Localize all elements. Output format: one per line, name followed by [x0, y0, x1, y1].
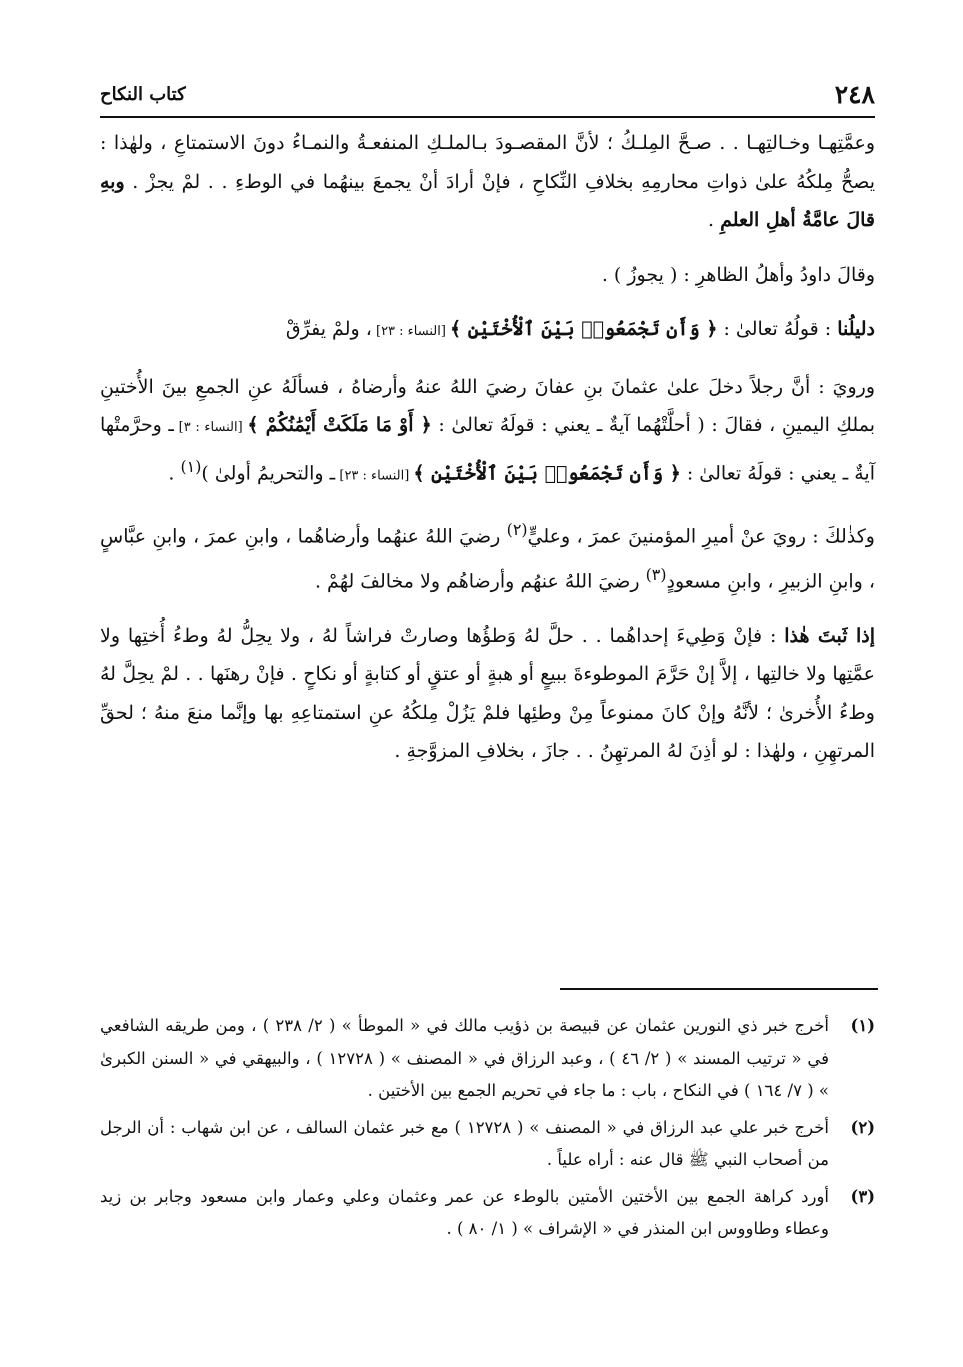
- paragraph-1-bold: وبهِ قالَ عامَّةُ أهلِ العلمِ: [100, 170, 875, 231]
- footnotes: [100, 1010, 875, 1250]
- paragraph-3-text-b: ، ولمْ يفرِّقْ: [285, 318, 372, 340]
- paragraph-5-text-c: رضيَ اللهُ عنهُم وأرضاهُم ولا مخالفَ لهُمْ .: [314, 570, 646, 593]
- paragraph-4: [100, 368, 875, 496]
- paragraph-4-text-c: ـ والتحريمُ أولىٰ ): [201, 461, 336, 484]
- quran-citation-3: [النساء : ٢٣]: [335, 467, 414, 483]
- paragraph-6: [100, 617, 875, 771]
- paragraph-6-lead: إذا ثَبتَ هٰذا: [784, 624, 875, 647]
- footnote-text: أخرج خبر ذي النورين عثمان عن قبيصة بن ذؤيب مالك في « الموطأ » ( ٢/ ٢٣٨ ) ، ومن طريقه الشافعي في « ترتيب المسند » ( ٢/ ٤٦ ) ، وعبد الرزاق في « المصنف » ( ١٢٧٢٨ ) ، والبيهقي في « السنن الكبرىٰ » ( ٧/ ١٦٤ ) في النكاح ، باب : ما جاء في تحريم الجمع بين الأختين .: [100, 1016, 830, 1100]
- paragraph-3-text-a: : قولُهُ تعالىٰ :: [717, 318, 838, 340]
- paragraph-1-end: .: [708, 209, 721, 231]
- page-number: ٢٤٨: [834, 80, 875, 109]
- paragraph-3: [100, 310, 875, 352]
- footnote-number: (٣): [850, 1186, 875, 1206]
- quran-verse-1: ﴿ وَأَن تَجْمَعُوا۟ بَيْنَ ٱلْأُخْتَيْنِ ﴾: [450, 318, 718, 340]
- footnote-3: [100, 1181, 875, 1246]
- paragraph-5-text-b: رضيَ اللهُ عنهُما وأرضاهُما ، وابنِ عمرَ ، وابنِ عبَّاسٍ ، وابنِ الزبيرِ ، وابنِ مسعودٍ: [100, 525, 875, 593]
- paragraph-6-text: : فإنْ وَطِيءَ إحداهُما . . حلَّ لهُ وَطؤُها وصارتْ فراشاً لهُ ، ولا يحِلُّ لهُ وطءُ أُختِها ولا عمَّتِها ولا خالتِها ، إلاَّ إنْ حَرَّمَ الموطوءةَ ببيعٍ أو هبةٍ أو عتقٍ أو كتابةٍ أو نكاحٍ . فإنْ رهنَها . . لمْ يحِلَّ لهُ وطءُ الأُخرىٰ ؛ لأنَّهُ وإنْ كانَ ممنوعاً مِنْ وطئِها فلمْ يَزُلْ مِلكُهُ عنِ استمتاعِهِ بها وإنَّما منعَ منهُ ؛ لحقِّ المرتهِنِ ، ولهٰذا : لو أذِنَ لهُ المرتهِنُ . . جازَ ، بخلافِ المزوَّجةِ .: [100, 624, 875, 763]
- footnote-number: (٢): [850, 1117, 875, 1137]
- footnote-separator: [560, 988, 878, 990]
- footnote-2: [100, 1112, 875, 1177]
- quran-verse-3: ﴿ وَأَن تَجْمَعُوا۟ بَيْنَ ٱلْأُخْتَيْنِ ﴾: [413, 461, 681, 484]
- paragraph-1: [100, 124, 875, 240]
- quran-citation-2: [النساء : ٣]: [174, 420, 248, 435]
- footnote-text: أورد كراهة الجمع بين الأختين الأمتين بالوطء عن عمر وعثمان وعلي وعمار وابن مسعود وجابر بن زيد وعطاء وطاووس ابن المنذر في « الإشراف » ( ١/ ٨٠ ) .: [100, 1186, 829, 1238]
- quran-citation-1: [النساء : ٢٣]: [371, 324, 451, 339]
- main-text: [100, 124, 875, 787]
- footnote-ref-2: (٢): [506, 520, 528, 540]
- paragraph-1-text: وعمَّتِهـا وخـالتِهـا . . صـحَّ المِلـكُ ؛ لأنَّ المقصـودَ بـالملـكِ المنفعـةُ والنمـاءُ دونَ الاستمتاعِ ، ولهٰذا : يصحُّ مِلكُهُ علىٰ ذواتِ محارمِهِ بخلافِ النِّكاحِ ، فإنْ أرادَ أنْ يجمعَ بينهُما في الوطءِ . . لمْ يجزْ .: [100, 132, 875, 193]
- paragraph-5: [100, 511, 875, 601]
- page-header: [100, 80, 875, 114]
- paragraph-3-lead: دليلُنا: [837, 318, 875, 340]
- footnote-ref-3: (٣): [645, 565, 667, 585]
- footnote-text: أخرج خبر علي عبد الرزاق في « المصنف » ( ١٢٧٢٨ ) مع خبر عثمان السالف ، عن ابن شهاب : أن الرجل من أصحاب النبي ﷺ قال عنه : أراه علياً .: [100, 1117, 830, 1169]
- footnote-1: [100, 1010, 875, 1108]
- paragraph-2: وقالَ داودُ وأهلُ الظاهرِ : ( يجوزُ ) .: [601, 263, 875, 286]
- paragraph-5-text-a: وكذٰلكَ : رويَ عنْ أميرِ المؤمنينَ عمرَ ، وعليٍّ: [527, 525, 875, 548]
- footnote-number: (١): [850, 1016, 875, 1035]
- header-rule: [100, 116, 875, 118]
- paragraph-4-text-b: ـ وحرَّمتْها آيةٌ ـ يعني : قولَهُ تعالىٰ :: [100, 414, 875, 484]
- running-title: كتاب النكاح: [100, 84, 186, 105]
- paragraph-4-text-a: ورويَ : أنَّ رجلاً دخلَ علىٰ عثمانَ بنِ عفانَ رضيَ اللهُ عنهُ وأرضاهُ ، فسألَهُ عنِ الجمعِ بينَ الأُختينِ بملكِ اليمينِ ، فقالَ : ( أحلَّتْهُما آيةٌ ـ يعني : قولَهُ تعالىٰ :: [100, 375, 875, 436]
- footnote-ref-1: (١): [180, 456, 202, 476]
- paragraph-4-end: .: [168, 461, 181, 484]
- quran-verse-2: ﴿ أَوْ مَا مَلَكَتْ أَيْمَٰنُكُمْ ﴾: [247, 414, 432, 436]
